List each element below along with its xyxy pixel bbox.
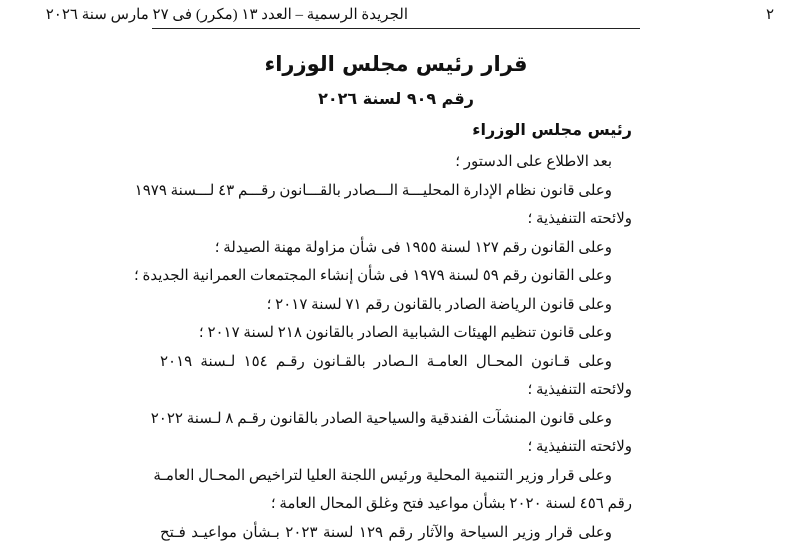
body-line: وعلى قانون الرياضة الصادر بالقانون رقم ٧١ لسنة ٢٠١٧ ؛ (266, 296, 612, 313)
issue-info: الجريدة الرسمية – العدد ١٣ (مكرر) فى ٢٧ مارس سنة ٢٠٢٦ (45, 7, 408, 23)
body-line: وعلى قانون تنظيم الهيئات الشبابية الصادر بالقانون ٢١٨ لسنة ٢٠١٧ ؛ (198, 325, 612, 341)
body-line: وعلى قانون المنشآت الفندقية والسياحية الصادر بالقانون رقـم ٨ لـسنة ٢٠٢٢ (150, 410, 612, 427)
body-line: وعلى قرار وزير السياحة والآثار رقم ١٢٩ لسنة ٢٠٢٣ بـشأن مواعيـد فـتح (160, 524, 612, 541)
body-line: وعلى قرار وزير التنمية المحلية ورئيس اللجنة العليا لتراخيص المحـال العامـة (153, 467, 612, 484)
body-line: ولائحته التنفيذية ؛ (527, 211, 632, 227)
issuer-heading: رئيس مجلس الوزراء (472, 120, 632, 139)
page-number: ٢ (765, 7, 774, 23)
body-line: وعلى قانون نظام الإدارة المحليـــة الـــصادر بالقـــانون رقـــم ٤٣ لـــسنة ١٩٧٩ (134, 182, 612, 199)
body-line: وعلى القانون رقم ١٢٧ لسنة ١٩٥٥ فى شأن مزاولة مهنة الصيدلة ؛ (214, 239, 612, 256)
page-header (45, 4, 774, 29)
body-line: رقم ٤٥٦ لسنة ٢٠٢٠ بشأن مواعيد فتح وغلق المحال العامة ؛ (270, 496, 632, 512)
body-line: ولائحته التنفيذية ؛ (527, 439, 632, 455)
decision-number: رقم ٩٠٩ لسنة ٢٠٢٦ (318, 89, 474, 108)
body-line: وعلى القانون رقم ٥٩ لسنة ١٩٧٩ فى شأن إنشاء المجتمعات العمرانية الجديدة ؛ (134, 268, 612, 284)
body-line: ولائحته التنفيذية ؛ (527, 382, 632, 398)
body-line: وعلى قـانون المحـال العامـة الـصادر بالقـانون رقـم ١٥٤ لـسنة ٢٠١٩ (160, 353, 612, 370)
body-line: بعد الاطلاع على الدستور ؛ (455, 154, 612, 170)
decision-body (134, 148, 632, 547)
decision-title: قرار رئيس مجلس الوزراء (264, 52, 528, 76)
